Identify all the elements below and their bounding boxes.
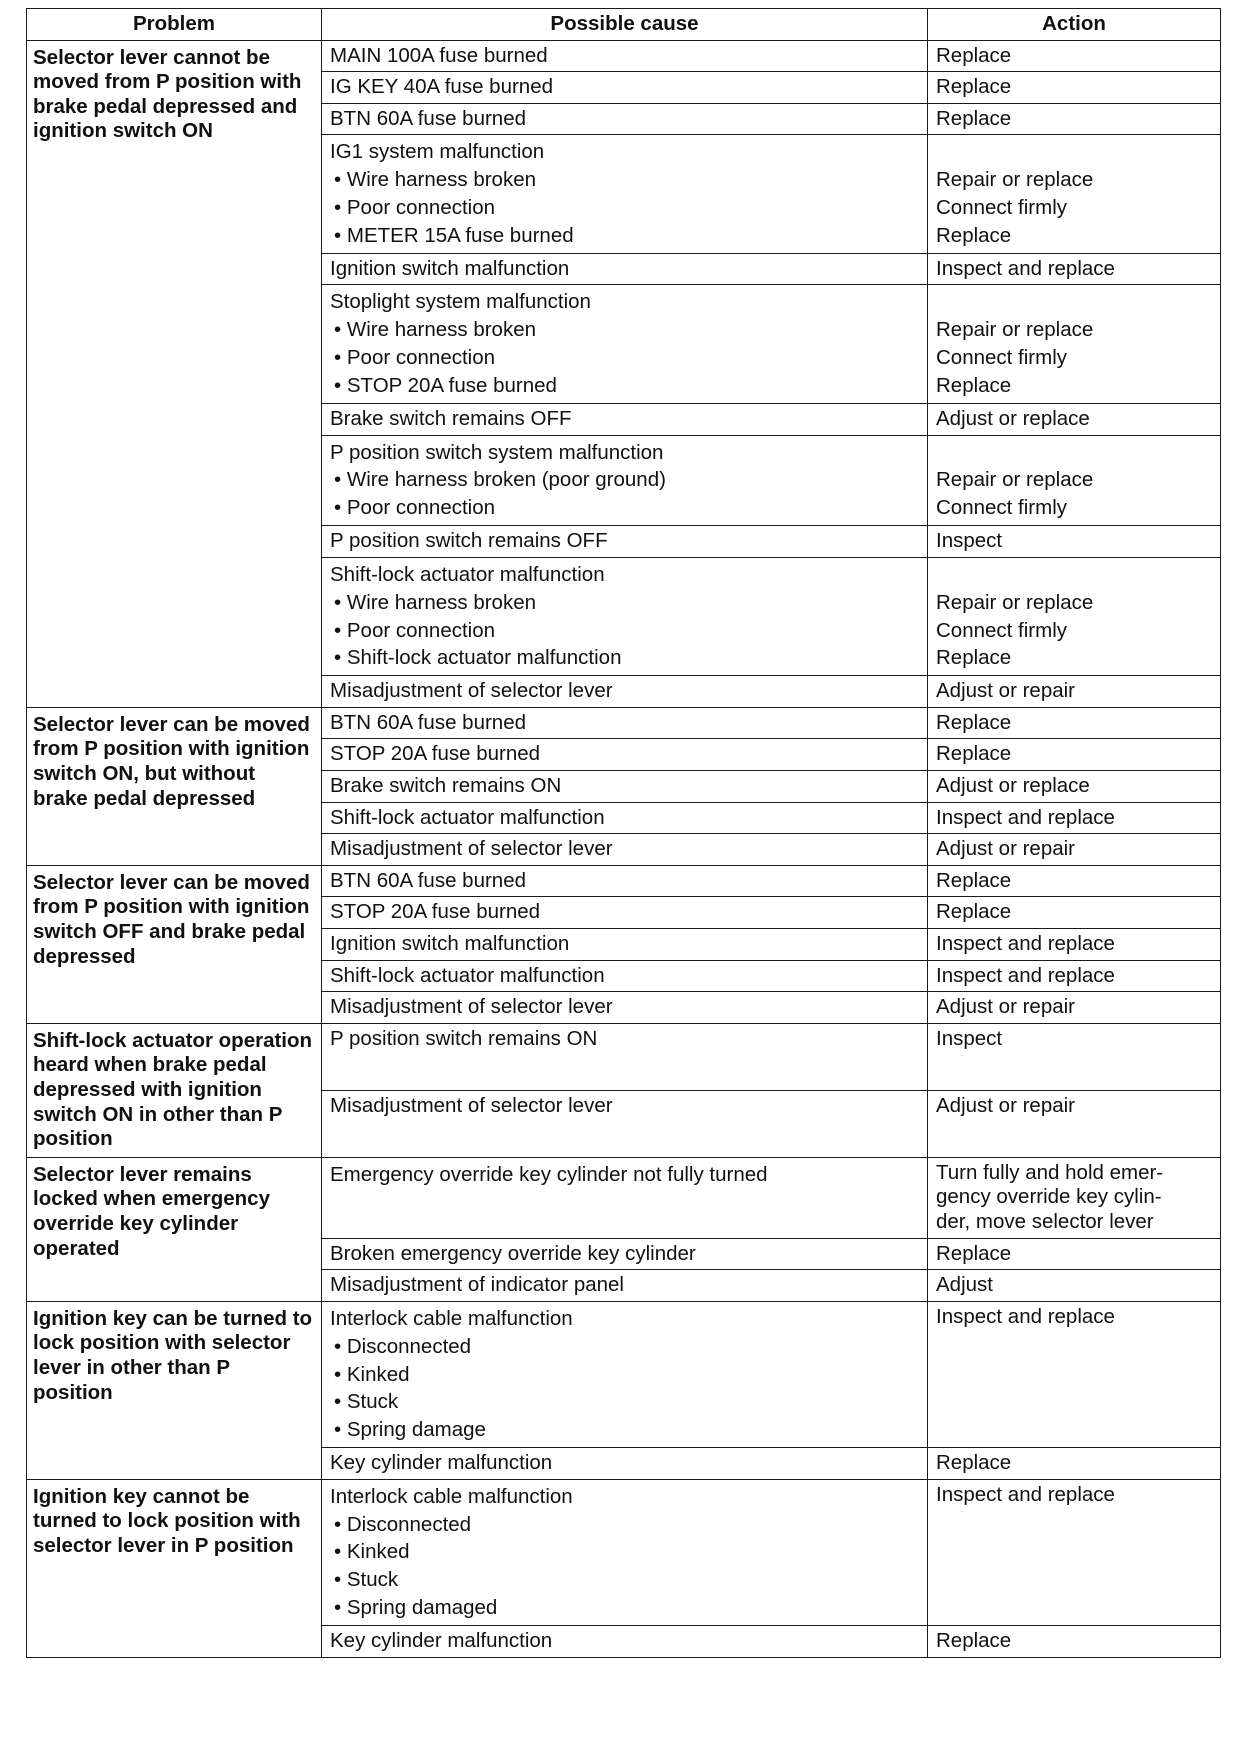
cause-cell	[322, 865, 928, 897]
cause-text: Misadjustment of selector lever	[330, 1093, 613, 1117]
action-text: Connect firmly	[936, 196, 1068, 220]
action-cell	[928, 1023, 1221, 1090]
cause-text: Brake switch remains ON	[330, 774, 562, 798]
action-text: Adjust	[936, 1273, 993, 1297]
cause-bullet-item: • Wire harness broken	[330, 166, 919, 194]
cause-cell	[322, 929, 928, 961]
action-cell	[928, 435, 1221, 526]
problem-cell: Selector lever can be moved from P position with ignition switch ON, but without brake pedal depressed	[27, 707, 322, 865]
cause-cell	[322, 103, 928, 135]
action-cell	[928, 739, 1221, 771]
action-cell	[928, 960, 1221, 992]
problem-cell: Shift-lock actuator operation heard when brake pedal depressed with ignition switch ON in other than P position	[27, 1023, 322, 1157]
action-text: Replace	[936, 868, 1012, 892]
action-text: Repair or replace	[936, 318, 1094, 342]
action-text: Repair or replace	[936, 590, 1094, 614]
action-text: Adjust or repair	[936, 837, 1076, 861]
cause-text: P position switch system malfunction	[330, 440, 664, 464]
cause-cell	[322, 1090, 928, 1157]
action-text	[936, 439, 1212, 467]
action-cell	[928, 285, 1221, 404]
table-row	[27, 1157, 1221, 1238]
action-text: Inspect and replace	[936, 256, 1115, 280]
cause-text: BTN 60A fuse burned	[330, 710, 527, 734]
table-body	[27, 40, 1221, 1657]
cause-cell	[322, 435, 928, 526]
cause-bullet-item: • Stuck	[330, 1388, 919, 1416]
action-text: Repair or replace	[936, 468, 1094, 492]
cause-text: Ignition switch malfunction	[330, 932, 570, 956]
cause-cell	[322, 676, 928, 708]
cause-cell	[322, 1448, 928, 1480]
action-text: Replace	[936, 646, 1012, 670]
cause-text: Misadjustment of selector lever	[330, 995, 613, 1019]
cause-cell	[322, 897, 928, 929]
cause-bullet-item: • Disconnected	[330, 1333, 919, 1361]
action-cell	[928, 1270, 1221, 1302]
cause-text: Ignition switch malfunction	[330, 256, 570, 280]
action-text: Replace	[936, 1629, 1012, 1653]
cause-cell	[322, 960, 928, 992]
cause-cell	[322, 253, 928, 285]
cause-cell	[322, 707, 928, 739]
cause-cell	[322, 1626, 928, 1658]
cause-text: STOP 20A fuse burned	[330, 900, 541, 924]
cause-text: BTN 60A fuse burned	[330, 106, 527, 130]
cause-text: Shift-lock actuator malfunction	[330, 963, 605, 987]
cause-bullet-item: • Disconnected	[330, 1511, 919, 1539]
action-text: Replace	[936, 742, 1012, 766]
cause-bullet-item: • Wire harness broken	[330, 589, 919, 617]
action-cell	[928, 1238, 1221, 1270]
table-row	[27, 1301, 1221, 1447]
table-row	[27, 707, 1221, 739]
action-text: Inspect and replace	[936, 932, 1115, 956]
cause-cell	[322, 1238, 928, 1270]
header-problem: Problem	[27, 9, 322, 41]
cause-bullet-item: • Kinked	[330, 1538, 919, 1566]
action-cell	[928, 1479, 1221, 1625]
action-text: Repair or replace	[936, 168, 1094, 192]
cause-cell	[322, 992, 928, 1024]
action-text: Inspect	[936, 1026, 1003, 1050]
action-text: Inspect and replace	[936, 1304, 1115, 1328]
action-text: Replace	[936, 1241, 1012, 1265]
action-cell	[928, 1626, 1221, 1658]
action-cell	[928, 40, 1221, 72]
action-text	[936, 561, 1212, 589]
header-action: Action	[928, 9, 1221, 41]
cause-text: BTN 60A fuse burned	[330, 868, 527, 892]
action-text: Replace	[936, 1451, 1012, 1475]
cause-bullet-item: • Poor connection	[330, 617, 919, 645]
cause-cell	[322, 135, 928, 254]
cause-text: Emergency override key cylinder not fully turned	[330, 1162, 768, 1186]
cause-text: Misadjustment of indicator panel	[330, 1273, 624, 1297]
action-text: Replace	[936, 900, 1012, 924]
action-text: gency override key cylin-	[936, 1185, 1162, 1209]
cause-text: STOP 20A fuse burned	[330, 742, 541, 766]
cause-cell	[322, 40, 928, 72]
problem-cell: Selector lever cannot be moved from P position with brake pedal depressed and ignition switch ON	[27, 40, 322, 707]
cause-cell	[322, 802, 928, 834]
action-cell	[928, 253, 1221, 285]
cause-text: Key cylinder malfunction	[330, 1451, 553, 1475]
action-cell	[928, 707, 1221, 739]
action-text: Replace	[936, 224, 1012, 247]
action-text: Adjust or replace	[936, 774, 1090, 798]
action-text: Adjust or replace	[936, 406, 1090, 430]
action-text: Replace	[936, 43, 1012, 67]
problem-cell: Selector lever can be moved from P position with ignition switch OFF and brake pedal depressed	[27, 865, 322, 1023]
cause-text: Broken emergency override key cylinder	[330, 1241, 696, 1265]
action-text: Replace	[936, 710, 1012, 734]
table-header	[27, 9, 1221, 41]
cause-bullet-item: • METER 15A fuse burned	[330, 222, 919, 250]
cause-bullet-item: • Spring damage	[330, 1416, 919, 1444]
cause-bullet-item: • Poor connection	[330, 194, 919, 222]
action-text: Inspect	[936, 529, 1003, 553]
action-cell	[928, 1090, 1221, 1157]
cause-cell	[322, 403, 928, 435]
action-cell	[928, 1448, 1221, 1480]
action-text: der, move selector lever	[936, 1209, 1154, 1233]
cause-text: Shift-lock actuator malfunction	[330, 562, 605, 586]
header-possible-cause: Possible cause	[322, 9, 928, 41]
cause-bullet-item: • Wire harness broken	[330, 316, 919, 344]
cause-bullet-item: • Poor connection	[330, 344, 919, 372]
cause-text: Interlock cable malfunction	[330, 1306, 573, 1330]
table-row	[27, 1479, 1221, 1625]
action-cell	[928, 403, 1221, 435]
table-row	[27, 1023, 1221, 1090]
cause-cell	[322, 526, 928, 558]
cause-bullet-item: • STOP 20A fuse burned	[330, 372, 919, 400]
action-cell	[928, 834, 1221, 866]
cause-text: Misadjustment of selector lever	[330, 837, 613, 861]
action-cell	[928, 557, 1221, 676]
action-cell	[928, 771, 1221, 803]
cause-text: IG1 system malfunction	[330, 140, 545, 164]
action-cell	[928, 103, 1221, 135]
action-text: Connect firmly	[936, 496, 1068, 520]
action-text: Inspect and replace	[936, 805, 1115, 829]
cause-text: Shift-lock actuator malfunction	[330, 805, 605, 829]
action-cell	[928, 72, 1221, 104]
action-text: Connect firmly	[936, 618, 1068, 642]
cause-cell	[322, 285, 928, 404]
cause-cell	[322, 1157, 928, 1238]
cause-text: Interlock cable malfunction	[330, 1484, 573, 1508]
action-text: Turn fully and hold emer-	[936, 1160, 1164, 1184]
action-cell	[928, 897, 1221, 929]
action-cell	[928, 1157, 1221, 1238]
action-cell	[928, 992, 1221, 1024]
problem-cell: Ignition key can be turned to lock position with selector lever in other than P position	[27, 1301, 322, 1479]
cause-cell	[322, 557, 928, 676]
action-text: Replace	[936, 374, 1012, 398]
cause-bullet-item: • Shift-lock actuator malfunction	[330, 644, 919, 672]
cause-bullet-item: • Kinked	[330, 1361, 919, 1389]
cause-bullet-item: • Stuck	[330, 1566, 919, 1594]
problem-cell: Ignition key cannot be turned to lock position with selector lever in P position	[27, 1479, 322, 1657]
problem-cell: Selector lever remains locked when emergency override key cylinder operated	[27, 1157, 322, 1301]
cause-text: Misadjustment of selector lever	[330, 679, 613, 703]
action-text: Adjust or repair	[936, 679, 1076, 703]
action-text: Inspect and replace	[936, 963, 1115, 987]
cause-cell	[322, 771, 928, 803]
action-text: Replace	[936, 106, 1012, 130]
cause-cell	[322, 1479, 928, 1625]
action-text: Adjust or repair	[936, 1093, 1076, 1117]
cause-cell	[322, 1301, 928, 1447]
header-row	[27, 9, 1221, 41]
cause-text: Stoplight system malfunction	[330, 290, 591, 314]
action-cell	[928, 929, 1221, 961]
cause-cell	[322, 739, 928, 771]
action-cell	[928, 1301, 1221, 1447]
action-cell	[928, 135, 1221, 254]
cause-cell	[322, 834, 928, 866]
action-text	[936, 288, 1212, 316]
cause-cell	[322, 1023, 928, 1090]
cause-text: IG KEY 40A fuse burned	[330, 75, 553, 99]
cause-text: Key cylinder malfunction	[330, 1629, 553, 1653]
action-cell	[928, 676, 1221, 708]
cause-text: MAIN 100A fuse burned	[330, 43, 548, 67]
cause-text: Brake switch remains OFF	[330, 406, 572, 430]
cause-text: P position switch remains OFF	[330, 529, 608, 553]
action-cell	[928, 526, 1221, 558]
cause-cell	[322, 1270, 928, 1302]
cause-bullet-item: • Wire harness broken (poor ground)	[330, 466, 919, 494]
action-text	[936, 138, 1212, 166]
cause-cell	[322, 72, 928, 104]
cause-text: P position switch remains ON	[330, 1026, 598, 1050]
action-cell	[928, 802, 1221, 834]
table-row	[27, 40, 1221, 72]
cause-bullet-item: • Spring damaged	[330, 1594, 919, 1622]
action-text: Replace	[936, 75, 1012, 99]
action-cell	[928, 865, 1221, 897]
action-text: Adjust or repair	[936, 995, 1076, 1019]
cause-bullet-item: • Poor connection	[330, 494, 919, 522]
table-row	[27, 865, 1221, 897]
action-text: Connect firmly	[936, 346, 1068, 370]
troubleshooting-table	[26, 8, 1221, 1658]
action-text: Inspect and replace	[936, 1482, 1115, 1506]
